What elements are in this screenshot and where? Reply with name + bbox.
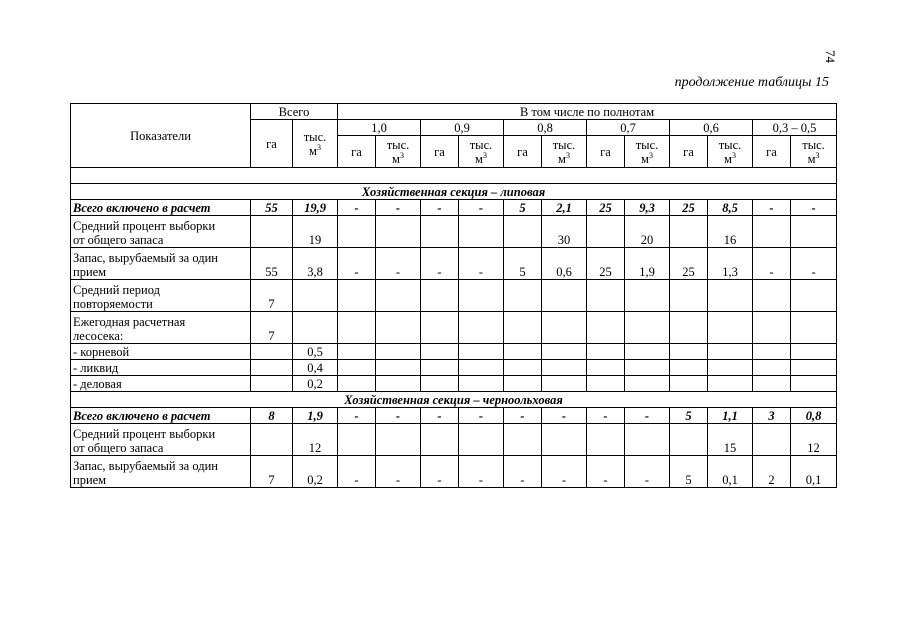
table-cell: 55	[251, 200, 293, 216]
table-cell: 12	[791, 424, 837, 456]
table-cell: -	[625, 456, 670, 488]
table-cell: -	[542, 408, 587, 424]
row-label-line: - деловая	[73, 377, 122, 391]
table-cell: 7	[251, 280, 293, 312]
table-cell: -	[376, 456, 421, 488]
m3-label: м	[392, 151, 400, 166]
table-cell: -	[504, 408, 542, 424]
table-cell	[753, 376, 791, 392]
row-label-line: Запас, вырубаемый за один	[73, 251, 218, 265]
row-label-line: от общего запаса	[73, 233, 164, 247]
row-label	[71, 200, 251, 216]
row-label	[71, 216, 251, 248]
table-cell	[251, 376, 293, 392]
table-cell: -	[459, 248, 504, 280]
table-cell: 25	[587, 248, 625, 280]
row-label-line: Средний процент выборки	[73, 219, 216, 233]
table-cell: -	[338, 408, 376, 424]
unit-ha: га	[338, 136, 376, 168]
row-label-line: лесосека:	[73, 329, 124, 343]
table-cell	[459, 360, 504, 376]
table-cell: 7	[251, 456, 293, 488]
table-cell	[587, 216, 625, 248]
table-cell	[421, 216, 459, 248]
table-cell	[587, 344, 625, 360]
cube-sup: 3	[648, 150, 653, 160]
table-cell	[625, 280, 670, 312]
row-label-line: Средний период	[73, 283, 160, 297]
table-cell: 0,4	[293, 360, 338, 376]
table-row	[71, 312, 837, 344]
table-cell	[753, 280, 791, 312]
unit-ha: га	[670, 136, 708, 168]
table-cell	[338, 312, 376, 344]
table-row	[71, 408, 837, 424]
header-total: Всего	[251, 104, 338, 120]
table-cell	[753, 216, 791, 248]
table-row	[71, 216, 837, 248]
table-cell: 1,9	[625, 248, 670, 280]
table-cell: 12	[293, 424, 338, 456]
table-cell	[421, 344, 459, 360]
table-cell	[670, 280, 708, 312]
table-cell	[708, 280, 753, 312]
table-cell	[504, 280, 542, 312]
table-cell: 2	[753, 456, 791, 488]
table-cell	[542, 280, 587, 312]
table-row	[71, 200, 837, 216]
unit-ha: га	[753, 136, 791, 168]
header-density-2: 0,9	[421, 120, 504, 136]
table-cell: 0,8	[791, 408, 837, 424]
thous-label: тыс.	[635, 137, 659, 152]
table-cell: -	[421, 248, 459, 280]
table-cell: 25	[670, 248, 708, 280]
table-cell: -	[791, 248, 837, 280]
table-cell: -	[338, 200, 376, 216]
table-cell: 3,8	[293, 248, 338, 280]
table-row	[71, 424, 837, 456]
header-density-1: 1,0	[338, 120, 421, 136]
table-cell: -	[459, 408, 504, 424]
table-row	[71, 280, 837, 312]
table-cell	[542, 424, 587, 456]
table-cell: -	[587, 456, 625, 488]
m3-label: м	[724, 151, 732, 166]
cube-sup: 3	[316, 142, 321, 152]
unit-ha: га	[421, 136, 459, 168]
unit-ha: га	[504, 136, 542, 168]
thous-label: тыс.	[469, 137, 493, 152]
row-label	[71, 360, 251, 376]
row-label	[71, 280, 251, 312]
table-cell	[708, 360, 753, 376]
table-cell	[338, 376, 376, 392]
table-cell	[421, 280, 459, 312]
table-cell	[459, 424, 504, 456]
table-cell	[791, 344, 837, 360]
table-cell: 25	[587, 200, 625, 216]
row-label-line: - ликвид	[73, 361, 119, 375]
table-cell	[625, 344, 670, 360]
table-cell	[251, 360, 293, 376]
table-cell: 20	[625, 216, 670, 248]
table-row	[71, 344, 837, 360]
table-cell	[708, 344, 753, 360]
row-label-line: Средний процент выборки	[73, 427, 216, 441]
table-cell	[670, 216, 708, 248]
data-table	[70, 103, 837, 488]
thous-label: тыс.	[802, 137, 825, 152]
table-cell	[542, 312, 587, 344]
table-cell	[504, 424, 542, 456]
table-row	[71, 456, 837, 488]
table-cell	[587, 280, 625, 312]
m3-label: м	[309, 143, 317, 158]
table-cell	[670, 424, 708, 456]
table-cell: 19,9	[293, 200, 338, 216]
table-cell: -	[338, 456, 376, 488]
header-density-4: 0,7	[587, 120, 670, 136]
table-cell	[251, 344, 293, 360]
table-cell: 8	[251, 408, 293, 424]
row-label	[71, 376, 251, 392]
table-cell: 19	[293, 216, 338, 248]
table-cell	[587, 376, 625, 392]
table-cell: -	[376, 248, 421, 280]
table-caption: продолжение таблицы 15	[674, 75, 829, 90]
thous-label: тыс.	[718, 137, 742, 152]
table-cell	[338, 424, 376, 456]
cube-sup: 3	[815, 150, 820, 160]
table-cell	[376, 216, 421, 248]
header-density-3: 0,8	[504, 120, 587, 136]
table-cell: -	[338, 248, 376, 280]
table-cell: -	[753, 200, 791, 216]
row-label-line: повторяемости	[73, 297, 153, 311]
table-cell	[791, 376, 837, 392]
table-row	[71, 360, 837, 376]
header-total-ha: га	[251, 120, 293, 168]
section-row	[71, 392, 837, 408]
table-cell: -	[376, 408, 421, 424]
table-cell: 25	[670, 200, 708, 216]
table-cell	[708, 376, 753, 392]
table-cell	[625, 360, 670, 376]
table-cell	[421, 360, 459, 376]
table-cell	[376, 424, 421, 456]
table-cell	[338, 344, 376, 360]
unit-ha: га	[587, 136, 625, 168]
table-cell	[587, 424, 625, 456]
page-number: 74	[823, 50, 838, 63]
unit-thous-m3	[542, 136, 587, 168]
table-cell	[791, 312, 837, 344]
table-cell	[587, 360, 625, 376]
table-cell	[504, 360, 542, 376]
table-cell	[338, 360, 376, 376]
table-cell	[504, 344, 542, 360]
table-cell	[504, 312, 542, 344]
m3-label: м	[475, 151, 483, 166]
table-cell	[459, 312, 504, 344]
table-cell	[753, 312, 791, 344]
table-cell	[421, 312, 459, 344]
row-label	[71, 408, 251, 424]
header-indicator: Показатели	[71, 104, 251, 168]
row-label	[71, 344, 251, 360]
table-cell	[338, 216, 376, 248]
table-cell: -	[542, 456, 587, 488]
row-label-line: - корневой	[73, 345, 130, 359]
table-cell: 2,1	[542, 200, 587, 216]
unit-thous-m3	[791, 136, 837, 168]
table-cell: 55	[251, 248, 293, 280]
cube-sup: 3	[399, 150, 404, 160]
table-cell: -	[587, 408, 625, 424]
table-cell: -	[791, 200, 837, 216]
table-cell: 5	[504, 200, 542, 216]
cube-sup: 3	[565, 150, 570, 160]
row-label	[71, 312, 251, 344]
row-label	[71, 424, 251, 456]
thous-label: тыс.	[303, 129, 327, 144]
table-cell: 5	[670, 408, 708, 424]
table-cell: 7	[251, 312, 293, 344]
m3-label: м	[558, 151, 566, 166]
header-density-5: 0,6	[670, 120, 753, 136]
cube-sup: 3	[482, 150, 487, 160]
table-cell: 3	[753, 408, 791, 424]
table-cell: -	[376, 200, 421, 216]
table-cell: 5	[670, 456, 708, 488]
table-cell	[791, 360, 837, 376]
table-row	[71, 248, 837, 280]
header-including: В том числе по полнотам	[338, 104, 837, 120]
thous-label: тыс.	[552, 137, 576, 152]
table-cell: 1,1	[708, 408, 753, 424]
table-cell: 0,5	[293, 344, 338, 360]
table-cell	[376, 280, 421, 312]
row-label-line: прием	[73, 473, 107, 487]
spacer-row	[71, 168, 837, 184]
table-cell	[376, 344, 421, 360]
table-cell	[625, 312, 670, 344]
table-cell: 16	[708, 216, 753, 248]
table-cell: -	[753, 248, 791, 280]
table-cell: -	[625, 408, 670, 424]
thous-label: тыс.	[386, 137, 410, 152]
table-cell: 0,2	[293, 456, 338, 488]
row-label-line: Запас, вырубаемый за один	[73, 459, 218, 473]
table-cell	[670, 360, 708, 376]
table-cell	[753, 344, 791, 360]
m3-label: м	[807, 151, 816, 166]
table-cell	[504, 216, 542, 248]
table-cell: 9,3	[625, 200, 670, 216]
table-cell	[542, 344, 587, 360]
table-cell	[293, 280, 338, 312]
unit-thous-m3	[459, 136, 504, 168]
section-title: Хозяйственная секция – черноольховая	[71, 392, 837, 408]
table-cell	[251, 216, 293, 248]
table-cell	[459, 216, 504, 248]
table-cell	[542, 360, 587, 376]
table-cell	[670, 376, 708, 392]
table-cell	[338, 280, 376, 312]
table-cell	[791, 216, 837, 248]
table-cell: -	[421, 200, 459, 216]
section-title: Хозяйственная секция – липовая	[71, 184, 837, 200]
table-cell	[753, 424, 791, 456]
unit-thous-m3	[708, 136, 753, 168]
row-label-line: Ежегодная расчетная	[73, 315, 186, 329]
table-cell: 0,6	[542, 248, 587, 280]
unit-thous-m3	[625, 136, 670, 168]
table-cell	[459, 344, 504, 360]
table-cell: -	[504, 456, 542, 488]
table-cell: 0,1	[708, 456, 753, 488]
table-cell: -	[459, 200, 504, 216]
table-cell	[421, 376, 459, 392]
table-cell	[753, 360, 791, 376]
row-label-line: прием	[73, 265, 107, 279]
table-cell	[670, 344, 708, 360]
row-label-line: Всего включено в расчет	[73, 409, 211, 423]
table-cell	[376, 312, 421, 344]
table-cell	[708, 312, 753, 344]
table-cell: -	[459, 456, 504, 488]
table-cell	[293, 312, 338, 344]
table-cell: 5	[504, 248, 542, 280]
table-row	[71, 376, 837, 392]
row-label-line: от общего запаса	[73, 441, 164, 455]
row-label	[71, 248, 251, 280]
table-cell	[587, 312, 625, 344]
table-cell: -	[421, 456, 459, 488]
table-cell	[421, 424, 459, 456]
table-cell	[376, 376, 421, 392]
section-row	[71, 184, 837, 200]
table-cell: 1,3	[708, 248, 753, 280]
cube-sup: 3	[731, 150, 736, 160]
table-cell	[376, 360, 421, 376]
m3-label: м	[641, 151, 649, 166]
table-cell	[625, 376, 670, 392]
table-cell: 0,2	[293, 376, 338, 392]
unit-thous-m3	[376, 136, 421, 168]
table-cell	[542, 376, 587, 392]
table-cell	[459, 280, 504, 312]
table-cell: -	[421, 408, 459, 424]
table-cell	[670, 312, 708, 344]
row-label	[71, 456, 251, 488]
row-label-line: Всего включено в расчет	[73, 201, 211, 215]
table-cell	[459, 376, 504, 392]
header-density-6: 0,3 – 0,5	[753, 120, 837, 136]
table-cell: 0,1	[791, 456, 837, 488]
table-cell: 1,9	[293, 408, 338, 424]
table-cell	[251, 424, 293, 456]
table-cell	[625, 424, 670, 456]
table-cell: 15	[708, 424, 753, 456]
table-cell: 30	[542, 216, 587, 248]
header-total-thous	[293, 120, 338, 168]
table-cell	[504, 376, 542, 392]
table-cell: 8,5	[708, 200, 753, 216]
table-cell	[791, 280, 837, 312]
